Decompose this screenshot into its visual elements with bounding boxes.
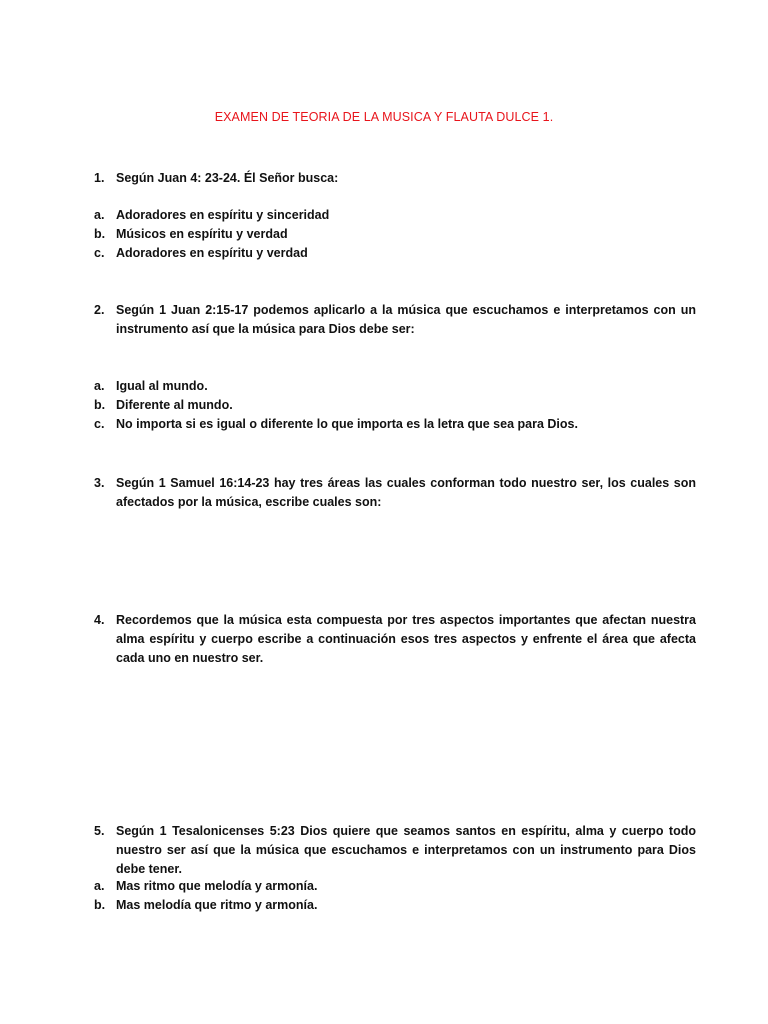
option-b xyxy=(94,896,696,915)
option-a xyxy=(94,877,696,896)
option-b xyxy=(94,225,696,244)
question-3 xyxy=(94,474,696,512)
question-2 xyxy=(94,301,696,339)
question-text: Según 1 Samuel 16:14-23 hay tres áreas las cuales conforman todo nuestro ser, los cuales son afectados por la música, escribe cuales son: xyxy=(116,476,696,509)
option-letter: b. xyxy=(94,398,106,412)
option-text: Adoradores en espíritu y verdad xyxy=(116,246,308,260)
option-letter: a. xyxy=(94,208,105,222)
question-number: 1. xyxy=(94,171,105,185)
question-number: 5. xyxy=(94,824,105,838)
option-text: Igual al mundo. xyxy=(116,379,208,393)
question-5 xyxy=(94,822,696,879)
question-text: Según Juan 4: 23-24. Él Señor busca: xyxy=(116,171,339,185)
option-letter: c. xyxy=(94,417,105,431)
option-c xyxy=(94,415,696,434)
option-letter: a. xyxy=(94,879,105,893)
option-text: Adoradores en espíritu y sinceridad xyxy=(116,208,330,222)
option-text: Músicos en espíritu y verdad xyxy=(116,227,288,241)
option-letter: b. xyxy=(94,898,106,912)
option-text: Mas melodía que ritmo y armonía. xyxy=(116,898,318,912)
question-4 xyxy=(94,611,696,668)
option-letter: b. xyxy=(94,227,106,241)
question-number: 3. xyxy=(94,476,105,490)
question-1-options xyxy=(94,206,696,263)
option-text: Mas ritmo que melodía y armonía. xyxy=(116,879,318,893)
option-a xyxy=(94,377,696,396)
question-text: Recordemos que la música esta compuesta por tres aspectos importantes que afectan nuestra alma espíritu y cuerpo escribe a continuación esos tres aspectos y enfrente el área que afecta cada uno en nuestro ser. xyxy=(116,613,696,665)
question-number: 4. xyxy=(94,613,105,627)
question-1 xyxy=(94,169,696,188)
option-b xyxy=(94,396,696,415)
option-c xyxy=(94,244,696,263)
option-letter: c. xyxy=(94,246,105,260)
question-2-options xyxy=(94,377,696,434)
question-number: 2. xyxy=(94,303,105,317)
question-5-options xyxy=(94,877,696,915)
question-text: Según 1 Juan 2:15-17 podemos aplicarlo a la música que escuchamos e interpretamos con un instrumento así que la música para Dios debe ser: xyxy=(116,303,696,336)
exam-title: EXAMEN DE TEORIA DE LA MUSICA Y FLAUTA DULCE 1. xyxy=(214,110,554,124)
option-text: Diferente al mundo. xyxy=(116,398,233,412)
option-a xyxy=(94,206,696,225)
option-text: No importa si es igual o diferente lo que importa es la letra que sea para Dios. xyxy=(116,417,578,431)
question-text: Según 1 Tesalonicenses 5:23 Dios quiere que seamos santos en espíritu, alma y cuerpo todo nuestro ser así que la música que escuchamos e interpretamos con un instrumento para Dios debe tener. xyxy=(116,824,696,876)
option-letter: a. xyxy=(94,379,105,393)
